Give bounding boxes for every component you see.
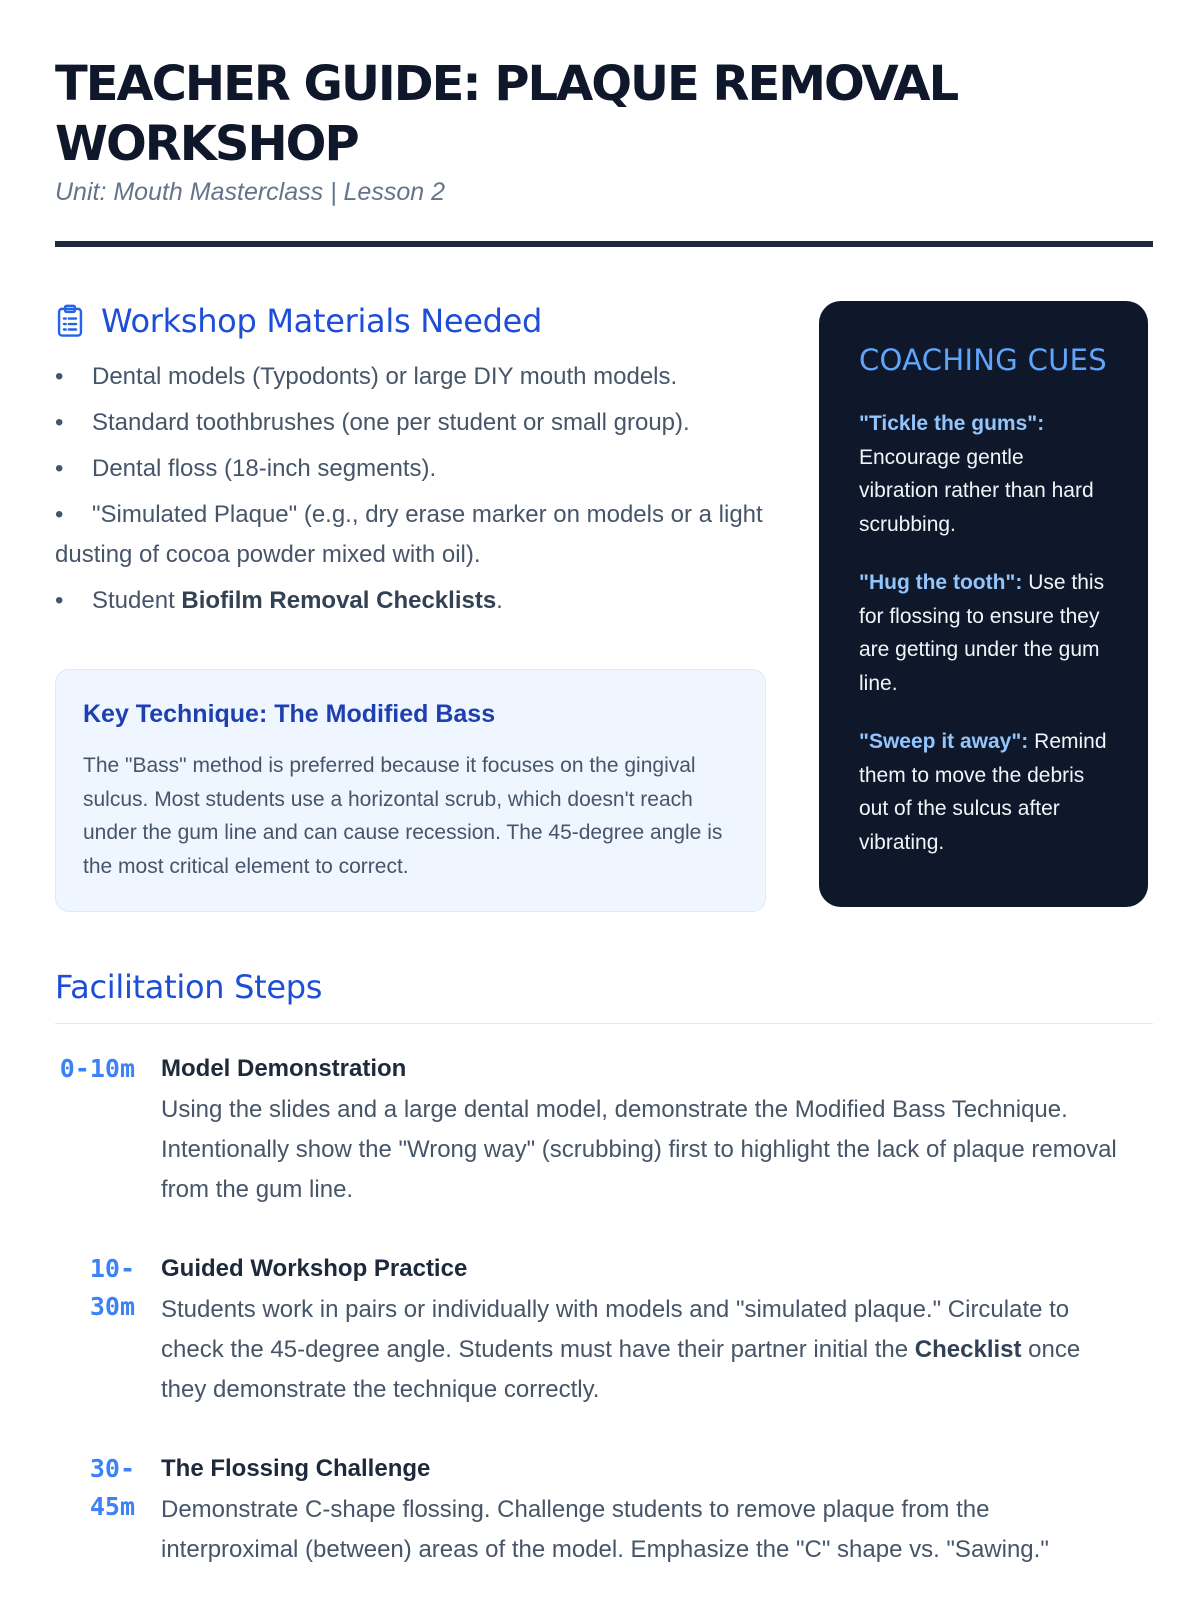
- materials-list: [55, 357, 780, 627]
- page-title: TEACHER GUIDE: PLAQUE REMOVAL WORKSHOP: [55, 56, 958, 172]
- step-time: 0-10m: [59, 1054, 135, 1083]
- checklist-emphasis: Checklist: [914, 1336, 1022, 1363]
- step-description: Using the slides and a large dental model, demonstrate the Modified Bass Technique. Intentionally show the "Wrong way" (scrubbing) first to highlight the lack of plaque removal from the gum line.: [161, 1096, 1117, 1203]
- facilitation-steps-heading: Facilitation Steps: [55, 968, 323, 1006]
- coaching-cue: "Hug the tooth": Use this for flossing to ensure they are getting under the gum line.: [859, 571, 1105, 695]
- list-item: • Student Biofilm Removal Checklists.: [55, 587, 503, 614]
- step-description: Students work in pairs or individually with models and "simulated plaque." Circulate to check the 45-degree angle. Students must have their partner initial the Checklist once they demonstrate the technique correctly.: [161, 1296, 1081, 1403]
- materials-title: Workshop Materials Needed: [101, 302, 543, 340]
- key-technique-title: Key Technique: The Modified Bass: [83, 700, 496, 728]
- list-item: • "Simulated Plaque" (e.g., dry erase marker on models or a light dusting of cocoa powder mixed with oil).: [55, 501, 763, 568]
- header-divider: [55, 241, 1153, 247]
- step-time: 30- 45m: [89, 1454, 135, 1521]
- list-item: • Dental models (Typodonts) or large DIY mouth models.: [55, 363, 678, 390]
- coaching-cues-title: COACHING CUES: [859, 343, 1107, 377]
- key-technique-callout: [55, 669, 766, 912]
- coaching-cue: "Tickle the gums": Encourage gentle vibration rather than hard scrubbing.: [859, 412, 1094, 536]
- key-technique-body: The "Bass" method is preferred because it focuses on the gingival sulcus. Most students use a horizontal scrub, which doesn't reach under the gum line and can cause recession. The 45-degree angle is the most critical element to correct.: [83, 754, 723, 878]
- list-item: • Standard toothbrushes (one per student or small group).: [55, 409, 690, 436]
- checklist-emphasis: Biofilm Removal Checklists: [181, 587, 497, 614]
- teacher-guide-page: [55, 0, 1157, 1600]
- section-divider: [55, 1023, 1153, 1024]
- materials-heading: [55, 302, 542, 340]
- coaching-cues-panel: [819, 301, 1148, 907]
- step-title: Model Demonstration: [161, 1055, 407, 1082]
- clipboard-icon: [55, 304, 85, 338]
- step-description: Demonstrate C-shape flossing. Challenge students to remove plaque from the interproximal (between) areas of the model. Emphasize the "C" shape vs. "Sawing.": [161, 1496, 1049, 1563]
- step-time: 10- 30m: [89, 1254, 135, 1321]
- list-item: • Dental floss (18-inch segments).: [55, 455, 437, 482]
- step-title: The Flossing Challenge: [161, 1455, 431, 1482]
- step-title: Guided Workshop Practice: [161, 1255, 468, 1282]
- page-subtitle: Unit: Mouth Masterclass | Lesson 2: [55, 178, 445, 206]
- coaching-cue: "Sweep it away": Remind them to move the debris out of the sulcus after vibrating.: [859, 730, 1107, 854]
